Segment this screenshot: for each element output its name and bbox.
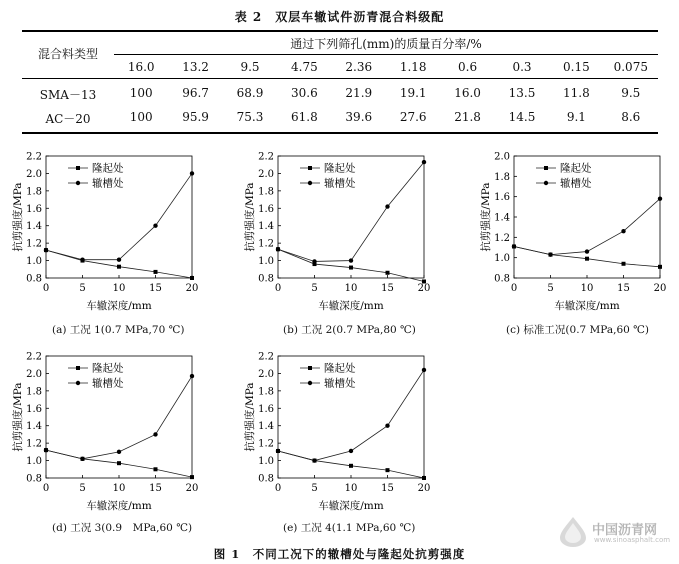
y-axis-label: 抗剪强度/MPa: [244, 182, 256, 252]
y-tick-label: 2.0: [494, 151, 510, 163]
legend-marker: [308, 166, 312, 170]
y-tick-label: 1.6: [258, 203, 274, 215]
x-tick-label: 15: [617, 283, 630, 294]
legend-label: 辙槽处: [560, 177, 592, 190]
table-cell: 21.8: [454, 110, 481, 124]
series-line: [46, 250, 192, 278]
legend-label: 辙槽处: [92, 377, 124, 390]
table-sieve-size: 2.36: [345, 60, 373, 74]
x-tick-label: 20: [185, 283, 199, 294]
data-point: [585, 257, 589, 261]
table-cell: 8.6: [621, 110, 641, 124]
y-tick-label: 1.2: [26, 238, 42, 250]
x-tick-label: 10: [112, 483, 126, 494]
y-tick-label: 0.8: [26, 473, 42, 485]
y-tick-label: 1.4: [258, 221, 274, 233]
table-cell: 75.3: [236, 110, 264, 124]
legend-label: 辙槽处: [324, 377, 356, 390]
y-tick-label: 0.8: [26, 273, 42, 285]
caption-d: (d) 工况 3(0.9 MPa,60 ℃): [52, 522, 193, 534]
table-sieve-size: 9.5: [240, 60, 260, 74]
y-tick-label: 0.8: [494, 273, 510, 285]
data-point: [422, 476, 426, 480]
watermark-text: 中国沥青网: [592, 523, 658, 538]
table-sieve-size: 13.2: [182, 60, 209, 74]
legend-marker: [308, 381, 312, 385]
caption-c: (c) 标准工况(0.7 MPa,60 ℃): [506, 324, 650, 336]
data-point: [658, 265, 662, 269]
y-tick-label: 1.4: [494, 212, 510, 224]
table-cell: 9.5: [621, 86, 641, 100]
table-cell: 11.8: [563, 86, 590, 100]
legend-marker: [76, 166, 80, 170]
x-axis-label: 车辙深度/mm: [86, 300, 152, 312]
y-tick-label: 2.0: [26, 368, 42, 380]
data-point: [276, 449, 280, 453]
data-point: [80, 258, 84, 262]
data-point: [422, 279, 426, 283]
table-cell: 21.9: [345, 86, 373, 100]
y-tick-label: 2.2: [26, 351, 42, 363]
table-row-name: SMA－13: [39, 88, 97, 102]
legend-marker: [308, 181, 312, 185]
y-tick-label: 1.6: [258, 403, 274, 415]
x-tick-label: 10: [344, 483, 358, 494]
y-tick-label: 1.8: [258, 386, 274, 398]
table-row-name: AC－20: [45, 112, 91, 126]
data-point: [385, 424, 389, 428]
data-point: [117, 265, 121, 269]
caption-e: (e) 工况 4(1.1 MPa,60 ℃): [283, 522, 416, 534]
data-point: [349, 449, 353, 453]
x-tick-label: 0: [274, 483, 282, 494]
y-tick-label: 1.6: [494, 192, 510, 204]
series-line: [514, 199, 660, 255]
chart-panel-a: [0, 148, 215, 338]
x-tick-label: 10: [580, 283, 594, 294]
table-cell: 100: [129, 86, 153, 100]
y-axis-label: 抗剪强度/MPa: [480, 182, 492, 252]
y-tick-label: 0.8: [258, 273, 274, 285]
y-tick-label: 1.4: [26, 221, 42, 233]
table-sieve-size: 4.75: [291, 60, 318, 74]
y-tick-label: 1.8: [26, 186, 42, 198]
table-cell: 96.7: [182, 86, 209, 100]
data-point: [44, 448, 48, 452]
data-point: [585, 249, 589, 253]
x-tick-label: 5: [79, 483, 86, 494]
x-tick-label: 5: [79, 283, 86, 294]
table-sieve-size: 0.3: [512, 60, 532, 74]
watermark-droplet-icon: [556, 514, 590, 548]
data-point: [80, 457, 84, 461]
y-tick-label: 1.0: [26, 256, 42, 268]
x-tick-label: 10: [112, 283, 126, 294]
table-cell: 61.8: [291, 110, 318, 124]
legend-marker: [308, 366, 312, 370]
legend-label: 隆起处: [324, 362, 356, 375]
x-axis-label: 车辙深度/mm: [318, 500, 384, 512]
table-cell: 13.5: [508, 86, 536, 100]
data-point: [153, 432, 157, 436]
x-tick-label: 0: [510, 283, 518, 294]
x-axis-label: 车辙深度/mm: [554, 300, 620, 312]
x-tick-label: 20: [417, 283, 431, 294]
table-sieve-size: 0.15: [563, 60, 590, 74]
chart-svg: [0, 148, 215, 320]
y-tick-label: 1.8: [494, 171, 510, 183]
legend-label: 隆起处: [92, 362, 124, 375]
data-point: [658, 197, 662, 201]
data-point: [349, 258, 353, 262]
chart-svg: [0, 348, 215, 520]
data-point: [154, 270, 158, 274]
data-point: [349, 266, 353, 270]
data-point: [190, 171, 194, 175]
data-point: [386, 468, 390, 472]
x-tick-label: 5: [311, 283, 318, 294]
legend-label: 辙槽处: [92, 177, 124, 190]
data-point: [276, 247, 280, 251]
y-tick-label: 2.0: [26, 168, 42, 180]
x-tick-label: 20: [417, 483, 431, 494]
chart-svg: [468, 148, 679, 320]
x-tick-label: 15: [381, 283, 394, 294]
y-tick-label: 1.6: [26, 403, 42, 415]
data-point: [190, 475, 194, 479]
y-tick-label: 2.0: [258, 168, 274, 180]
data-point: [190, 276, 194, 280]
table-cell: 27.6: [399, 110, 427, 124]
table-cell: 100: [129, 110, 153, 124]
y-tick-label: 1.4: [26, 421, 42, 433]
table-cell: 19.1: [399, 86, 427, 100]
x-tick-label: 15: [149, 483, 162, 494]
data-point: [512, 244, 516, 248]
table-cell: 14.5: [508, 110, 536, 124]
y-tick-label: 2.2: [26, 151, 42, 163]
table-top-rule: [22, 30, 658, 32]
watermark-logo: [556, 512, 676, 552]
data-point: [312, 458, 316, 462]
x-axis-label: 车辙深度/mm: [318, 300, 384, 312]
chart-panel-d: [0, 348, 215, 538]
table-sieve-size: 16.0: [127, 60, 155, 74]
x-tick-label: 5: [547, 283, 554, 294]
chart-panel-c: [468, 148, 679, 338]
legend-label: 隆起处: [560, 162, 592, 175]
table-sieve-size: 1.18: [399, 60, 427, 74]
data-point: [154, 467, 158, 471]
legend-label: 隆起处: [324, 162, 356, 175]
y-tick-label: 2.0: [258, 368, 274, 380]
data-point: [153, 224, 157, 228]
table-cell: 68.9: [236, 86, 264, 100]
y-axis-label: 抗剪强度/MPa: [12, 382, 24, 452]
data-point: [117, 258, 121, 262]
x-tick-label: 0: [42, 483, 50, 494]
y-tick-label: 1.6: [26, 203, 42, 215]
figure-title: 图 1 不同工况下的辙槽处与隆起处抗剪强度: [213, 547, 466, 561]
caption-b: (b) 工况 2(0.7 MPa,80 ℃): [283, 324, 416, 336]
table-header-rule: [22, 78, 658, 79]
table-cell: 39.6: [345, 110, 373, 124]
x-tick-label: 20: [185, 483, 199, 494]
x-axis-label: 车辙深度/mm: [86, 500, 152, 512]
legend-label: 隆起处: [92, 162, 124, 175]
data-point: [622, 262, 626, 266]
legend-label: 辙槽处: [324, 177, 356, 190]
y-tick-label: 1.0: [494, 253, 510, 265]
data-point: [349, 464, 353, 468]
x-tick-label: 10: [344, 283, 358, 294]
y-tick-label: 0.8: [258, 473, 274, 485]
data-point: [190, 374, 194, 378]
data-point: [386, 271, 390, 275]
legend-marker: [76, 366, 80, 370]
chart-svg: [232, 148, 447, 320]
y-tick-label: 1.0: [258, 256, 274, 268]
watermark-url: www.sinoasphalt.com: [594, 536, 671, 544]
y-tick-label: 2.2: [258, 151, 274, 163]
x-tick-label: 20: [653, 283, 667, 294]
table-header-group: 通过下列筛孔(mm)的质量百分率/%: [290, 37, 482, 51]
table-title: 表 2 双层车辙试件沥青混合料级配: [234, 10, 445, 24]
data-point: [621, 229, 625, 233]
table-header-type: 混合料类型: [37, 47, 98, 61]
y-tick-label: 1.2: [258, 238, 274, 250]
y-tick-label: 1.2: [26, 438, 42, 450]
y-tick-label: 1.2: [258, 438, 274, 450]
legend-marker: [544, 166, 548, 170]
data-point: [117, 450, 121, 454]
x-tick-label: 15: [381, 483, 394, 494]
table-cell: 16.0: [454, 86, 481, 100]
y-tick-label: 1.0: [258, 456, 274, 468]
table-sieve-size: 0.075: [613, 60, 648, 74]
chart-panel-e: [232, 348, 447, 538]
chart-svg: [232, 348, 447, 520]
table-bottom-rule: [22, 132, 658, 134]
table-cell: 30.6: [291, 86, 318, 100]
caption-a: (a) 工况 1(0.7 MPa,70 ℃): [52, 324, 185, 336]
legend-marker: [76, 181, 80, 185]
data-point: [385, 204, 389, 208]
data-point: [548, 252, 552, 256]
y-tick-label: 1.4: [258, 421, 274, 433]
x-tick-label: 0: [42, 283, 50, 294]
table-sieve-size: 0.6: [458, 60, 478, 74]
y-tick-label: 2.2: [258, 351, 274, 363]
legend-marker: [544, 181, 548, 185]
data-point: [422, 368, 426, 372]
data-point: [117, 461, 121, 465]
table-cell: 95.9: [182, 110, 209, 124]
table-group-rule: [114, 54, 658, 55]
y-tick-label: 1.8: [258, 186, 274, 198]
y-axis-label: 抗剪强度/MPa: [12, 182, 24, 252]
y-tick-label: 1.0: [26, 456, 42, 468]
x-tick-label: 15: [149, 283, 162, 294]
y-tick-label: 1.8: [26, 386, 42, 398]
chart-panel-b: [232, 148, 447, 338]
data-point: [312, 259, 316, 263]
y-axis-label: 抗剪强度/MPa: [244, 382, 256, 452]
x-tick-label: 0: [274, 283, 282, 294]
y-tick-label: 1.2: [494, 232, 510, 244]
legend-marker: [76, 381, 80, 385]
data-point: [44, 248, 48, 252]
table-cell: 9.1: [566, 110, 586, 124]
x-tick-label: 5: [311, 483, 318, 494]
data-point: [422, 160, 426, 164]
